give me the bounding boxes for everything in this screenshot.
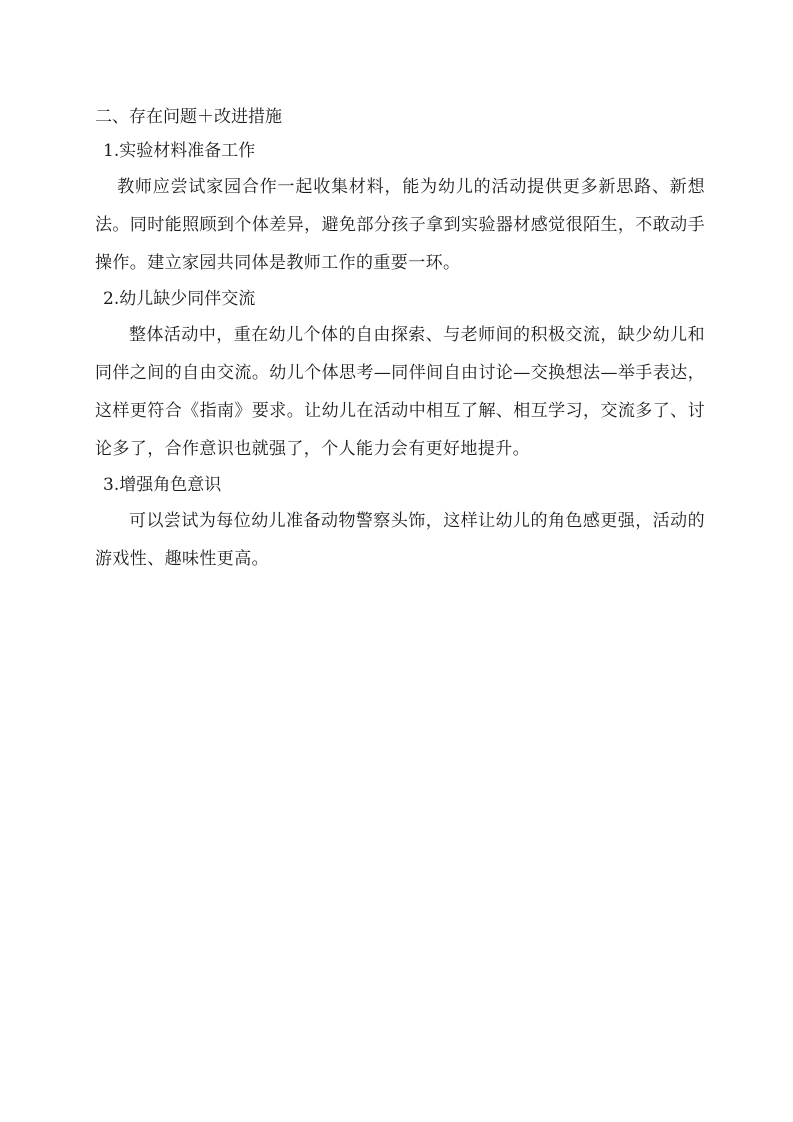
- item-title-2: 2.幼儿缺少同伴交流: [103, 289, 256, 309]
- item-title-3: 3.增强角色意识: [103, 475, 222, 495]
- section-heading: 二、存在问题＋改进措施: [95, 107, 282, 127]
- document-body: [95, 100, 705, 578]
- item-title-1: 1.实验材料准备工作: [103, 141, 256, 161]
- item-paragraph-1: 教师应尝试家园合作一起收集材料，能为幼儿的活动提供更多新思路、新想法。同时能照顾到个体差异，避免部分孩子拿到实验器材感觉很陌生，不敢动手操作。建立家园共同体是教师工作的重要一环。: [95, 177, 705, 273]
- item-paragraph-2: 整体活动中，重在幼儿个体的自由探索、与老师间的积极交流，缺少幼儿和同伴之间的自由交流。幼儿个体思考—同伴间自由讨论—交换想法—举手表达，这样更符合《指南》要求。让幼儿在活动中相互了解、相互学习，交流多了、讨论多了，合作意识也就强了，个人能力会有更好地提升。: [95, 325, 705, 459]
- item-paragraph-3: 可以尝试为每位幼儿准备动物警察头饰，这样让幼儿的角色感更强，活动的游戏性、趣味性更高。: [95, 511, 705, 569]
